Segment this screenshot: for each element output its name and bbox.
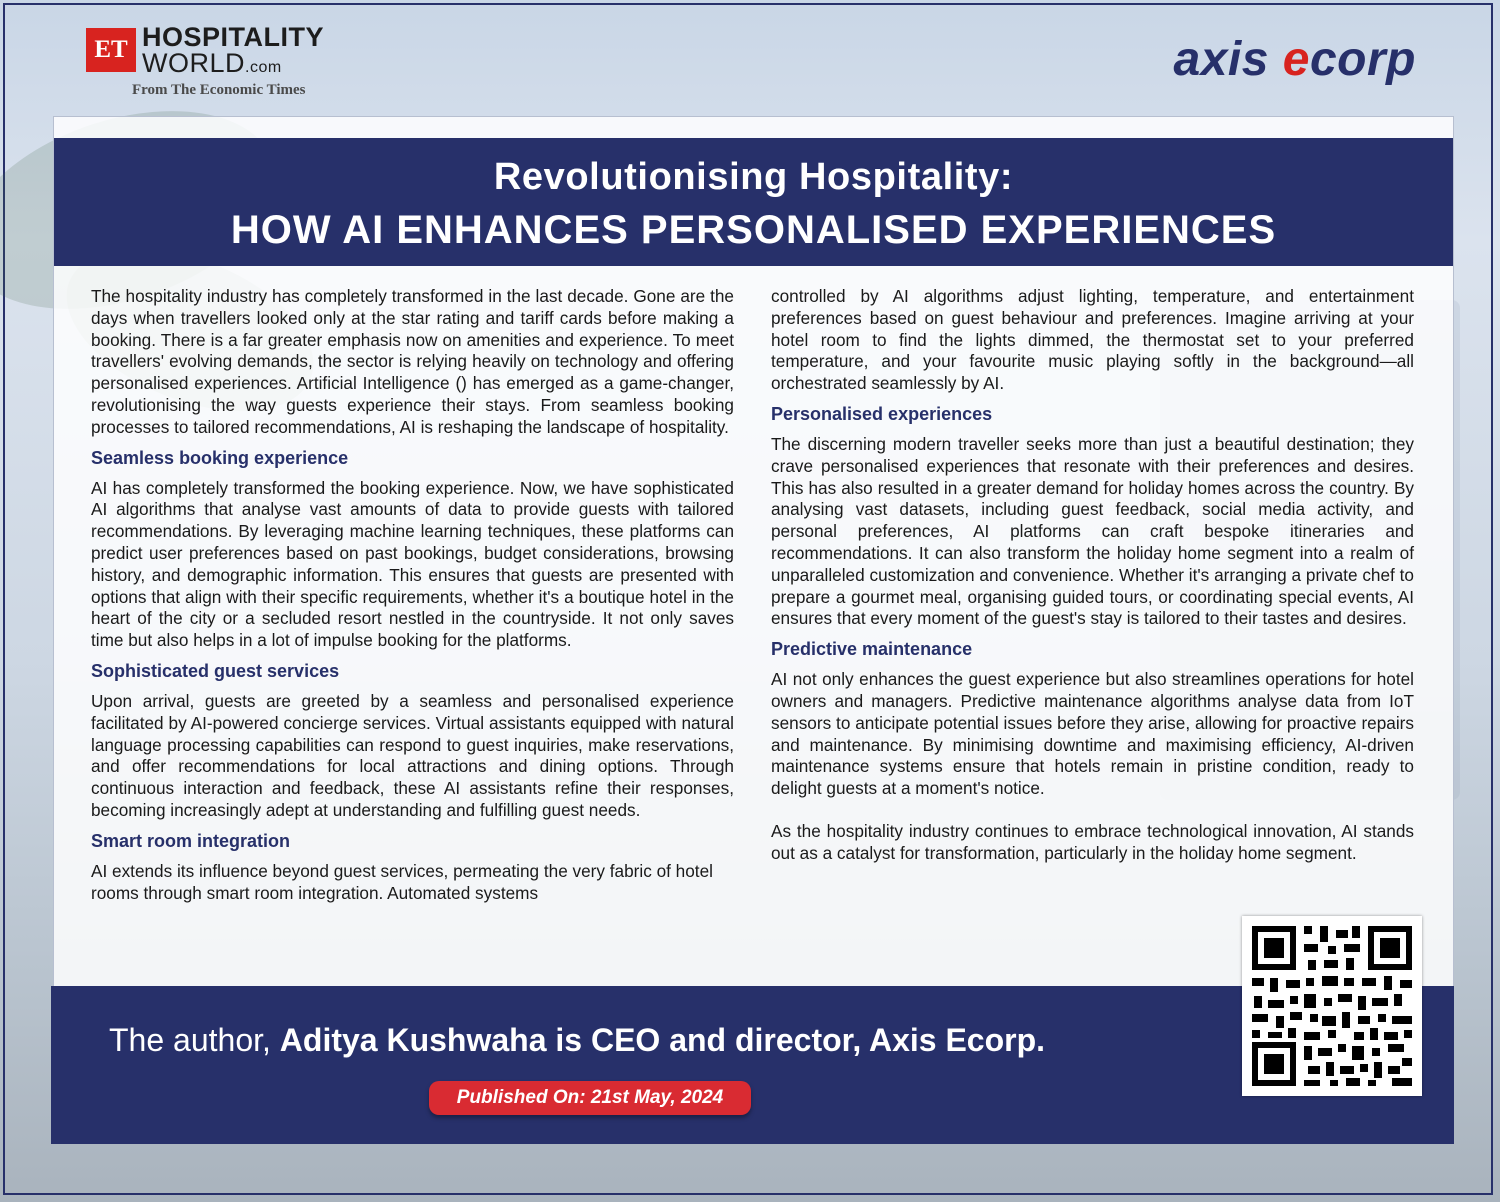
headline-line-1: Revolutionising Hospitality: xyxy=(493,156,1014,198)
conclusion-paragraph: As the hospitality industry continues to embrace technological innovation, AI stands out as a catalyst for transformation, particularly in the holiday home segment. xyxy=(771,820,1414,863)
brand-world: WORLD xyxy=(142,48,245,78)
section-heading-guest-services: Sophisticated guest services xyxy=(91,660,340,681)
author-credit xyxy=(109,1022,1045,1059)
intro-paragraph: The hospitality industry has completely transformed in the last decade. Gone are the days when travellers looked only at the star rating and tariff cards before making a booking. There is a far greater emphasis now on amenities and experience. To meet travellers' evolving demands, the sector is relying heavily on technology and offering personalised experiences. Artificial Intelligence () has emerged as a game-changer, revolutionising the way guests experience their stays. From seamless booking processes to tailored recommendations, AI is reshaping the landscape of hospitality. xyxy=(91,286,734,437)
article-column-right xyxy=(771,286,1414,865)
smart-room-paragraph-part-1: AI extends its influence beyond guest services, permeating the very fabric of hotel rooms through smart room integration. Automated systems xyxy=(91,860,713,903)
qr-code-icon[interactable] xyxy=(1242,916,1422,1096)
qr-code-graphic xyxy=(1242,916,1422,1096)
article-card xyxy=(53,116,1454,988)
article-column-left xyxy=(91,286,734,904)
author-name-role: Aditya Kushwaha is CEO and director, Axis Ecorp. xyxy=(279,1022,1046,1058)
author-prefix: The author, xyxy=(109,1022,280,1058)
personalised-paragraph: The discerning modern traveller seeks more than just a beautiful destination; they crave personalised experiences that resonate with their preferences and desires. This has also resulted in a greater demand for holiday homes across the country. By analysing vast datasets, including guest feedback, social media activity, and personal preferences, AI platforms can craft bespoke itineraries and recommendations. It can also transform the holiday home segment into a realm of unparalleled customization and convenience. Whether it's arranging a private chef to prepare a gourmet meal, organising guided tours, or coordinating special events, AI ensures that every moment of the guest's stay is tailored to their tastes and desires. xyxy=(771,433,1414,629)
axis-ecorp-logo xyxy=(1174,32,1416,87)
headline-line-2: HOW AI ENHANCES PERSONALISED EXPERIENCES xyxy=(230,208,1277,252)
predictive-paragraph: AI not only enhances the guest experience but also streamlines operations for hotel owners and managers. Predictive maintenance algorithms analyse data from IoT sensors to anticipate potential issues before they arise, allowing for proactive repairs and maintenance. By minimising downtime and maximising efficiency, AI-driven maintenance systems ensure that hotels remain in pristine condition, ready to delight guests at a moment's notice. xyxy=(771,669,1414,799)
published-date-badge: Published On: 21st May, 2024 xyxy=(429,1081,751,1115)
title-band xyxy=(54,138,1453,266)
smart-room-paragraph-part-2: controlled by AI algorithms adjust lighting, temperature, and entertainment preferences based on guest behaviour and preferences. Imagine arriving at your hotel room to find the lights dimmed, the thermostat set to your preferred temperature, and your favourite music playing softly in the background—all orchestrated seamlessly by AI. xyxy=(771,286,1414,394)
brand-line-2 xyxy=(142,48,282,79)
section-heading-booking: Seamless booking experience xyxy=(91,447,349,468)
section-heading-smart-room: Smart room integration xyxy=(91,830,291,851)
hospitality-world-logo xyxy=(86,22,386,102)
brand-line-1: HOSPITALITY xyxy=(142,22,325,52)
section-heading-personalised: Personalised experiences xyxy=(771,403,993,424)
guest-services-paragraph: Upon arrival, guests are greeted by a seamless and personalised experience facilitated by AI-powered concierge services. Virtual assistants equipped with natural language processing capabilities can respond to guest inquiries, make reservations, and offer recommendations for local attractions and dining options. Through continuous interaction and feedback, these AI assistants refine their responses, becoming increasingly adept at understanding and fulfilling guest needs. xyxy=(91,690,734,820)
section-heading-predictive: Predictive maintenance xyxy=(771,639,973,660)
booking-paragraph: AI has completely transformed the booking experience. Now, we have sophisticated AI algorithms that analyse vast amounts of data to provide guests with tailored recommendations. By leveraging machine learning techniques, these platforms can predict user preferences based on past bookings, budget considerations, browsing history, and demographic information. This ensures that guests are presented with options that align with their specific requirements, whether it's a boutique hotel in the heart of the city or a secluded resort nestled in the countryside. It not only saves time but also helps in a lot of impulse booking for the platforms. xyxy=(91,477,734,651)
logo-part-e: e xyxy=(1282,33,1310,86)
logo-part-corp: corp xyxy=(1309,33,1416,86)
et-logo-mark: ET xyxy=(86,28,136,72)
brand-suffix: .com xyxy=(245,59,282,76)
logo-part-axis: axis xyxy=(1173,33,1283,86)
brand-tagline: From The Economic Times xyxy=(132,82,306,98)
